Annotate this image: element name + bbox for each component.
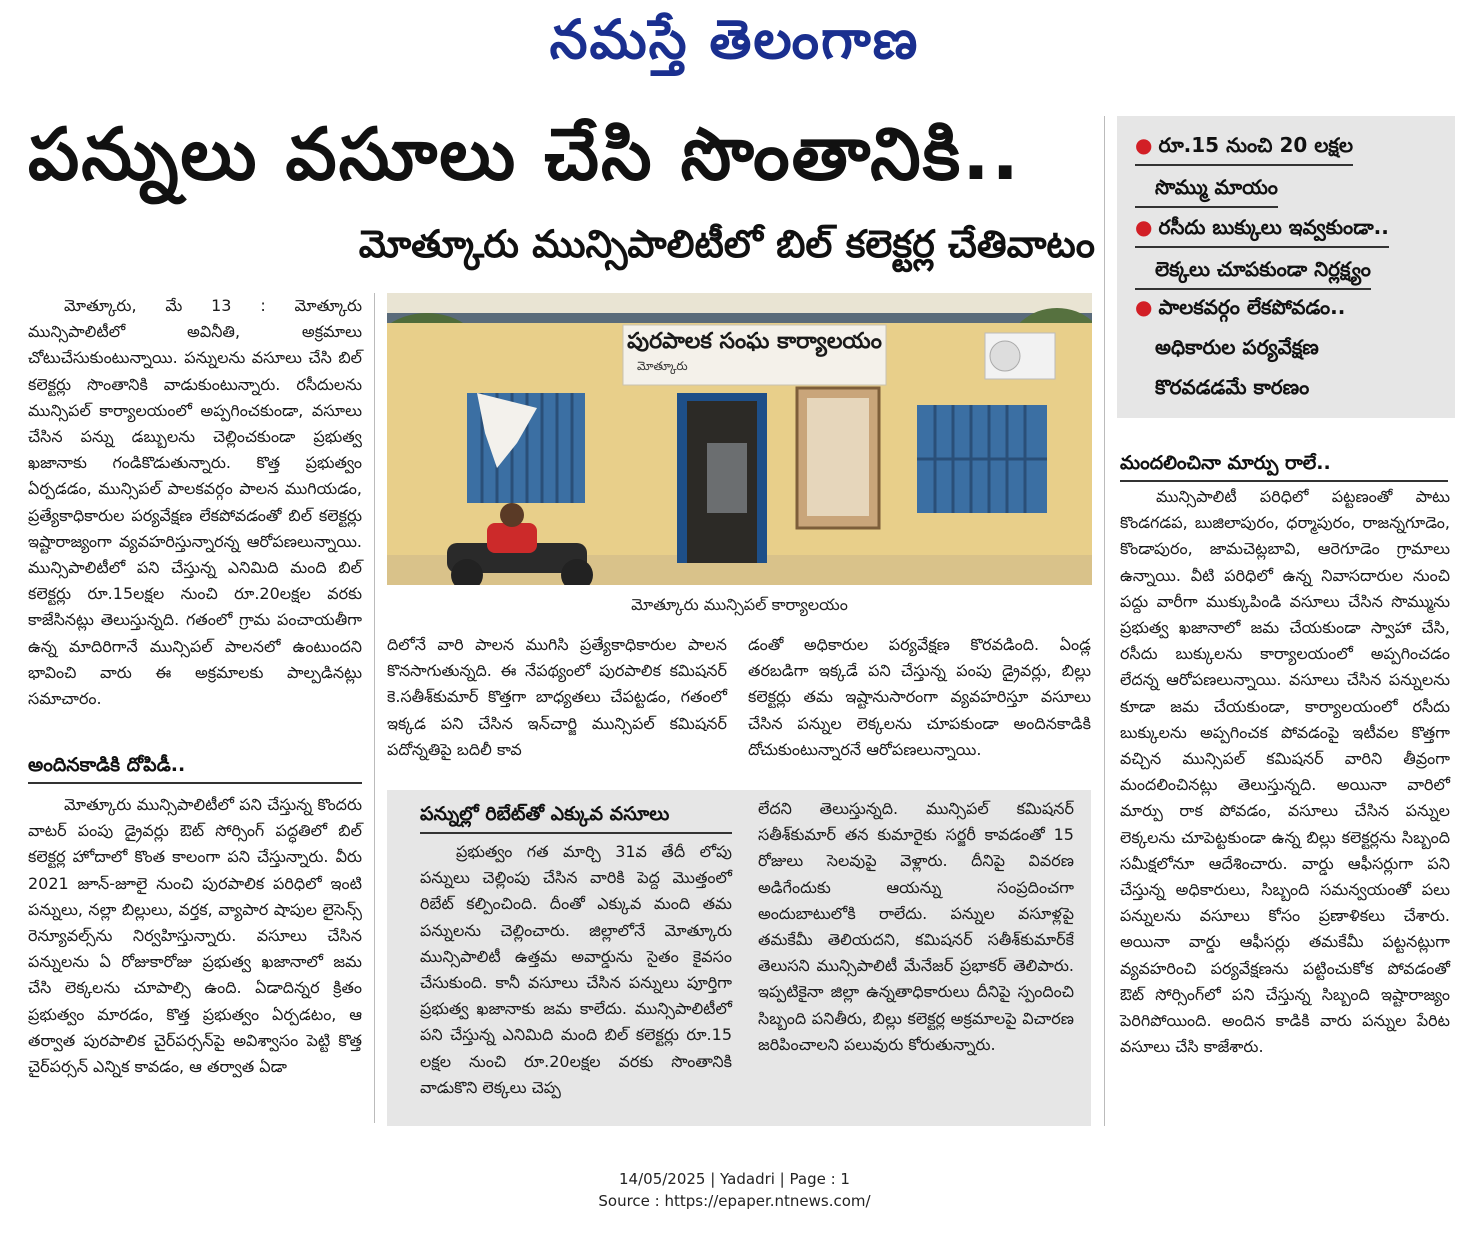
bullet-icon: ●	[1135, 133, 1153, 157]
column-rule	[1104, 116, 1105, 1126]
office-photo	[387, 293, 1092, 585]
col4-subheading: మందలించినా మార్పు రాలే..	[1120, 452, 1331, 474]
highlight-item: ● పాలకవర్గం లేకపోవడం.. అధికారుల పర్యవేక్షణ కొరవడడమే కారణం	[1135, 295, 1346, 399]
highlight-item: ● రసీదు బుక్కులు ఇవ్వకుండా.. లెక్కలు చూపకుండా నిర్లక్ష్యం	[1135, 208, 1389, 292]
article-col2-top: దిలోనే వారి పాలన ముగిసి ప్రత్యేకాధికారుల పాలన కొనసాగుతున్నది. ఈ నేపథ్యంలో పురపాలిక కమిషనర్‌ కె.సతీశ్‌కుమార్‌ కొత్తగా బాధ్యతలు చేపట్టడం, గతంలో ఇక్కడ పని చేసిన ఇన్‌చార్జి మున్సిపల్‌ కమిషనర్‌ పదోన్నతిపై బదిలీ కావ	[387, 635, 727, 759]
article-col3-top: డంతో అధికారుల పర్యవేక్షణ కొరవడింది. ఏండ్ల తరబడిగా ఇక్కడే పని చేస్తున్న పంపు డ్రైవర్లు, బిల్లు కలెక్టర్లు తమ ఇష్టానుసారంగా వ్యవహరిస్తూ వసూలు చేసిన పన్నుల లెక్కలను చూపకుండా అందినకాడికి దోచుకుంటున్నారనే ఆరోపణలున్నాయి.	[748, 635, 1091, 759]
headline: పన్నులు వసూలు చేసి సొంతానికి..	[28, 112, 1021, 196]
footer-source: Source : https://epaper.ntnews.com/	[598, 1192, 871, 1210]
subheadline: మోత్కూరు మున్సిపాలిటీలో బిల్‌ కలెక్టర్ల చేతివాటం	[358, 222, 1095, 266]
divider	[28, 782, 362, 784]
box-subheading: పన్నుల్లో రిబేట్‌తో ఎక్కువ వసూలు	[420, 803, 670, 825]
divider	[1120, 480, 1448, 482]
highlight-item: ● రూ.15 నుంచి 20 లక్షల సొమ్ము మాయం	[1135, 126, 1353, 210]
article-col1-body: మోత్కూరు మున్సిపాలిటీలో పని చేస్తున్న కొందరు వాటర్‌ పంపు డ్రైవర్లు ఔట్‌ సోర్సింగ్‌ పద్ధతిలో బిల్‌ కలెక్టర్ల హోదాలో కొంత కాలంగా పని చేస్తున్నారు. వీరు 2021 జూన్‌-జూలై నుంచి పురపాలిక పరిధిలో ఇంటి పన్నులు, నల్లా బిల్లులు, వర్తక, వ్యాపార షాపుల లైసెన్స్‌ రెన్యూవల్స్‌ను నిర్వహిస్తున్నారు. వసూలు చేసిన పన్నులను ఏ రోజుకారోజు ప్రభుత్వ ఖజానాలో జమ చేసి లెక్కలను చూపాల్సి ఉంది. ఏడాదిన్నర క్రితం ప్రభుత్వం మారడం, కొత్త ప్రభుత్వం ఏర్పడటం, ఆ తర్వాత పురపాలిక చైర్‌పర్సన్‌పై అవిశ్వాసం పెట్టి కొత్త చైర్‌పర్సన్‌ ఎన్నిక కావడం, ఆ తర్వాత ఏడా	[28, 795, 362, 1077]
signboard-text: పురపాలక సంఘ కార్యాలయం	[627, 329, 882, 354]
divider	[420, 832, 732, 834]
col1-subheading: అందినకాడికి దోపిడీ..	[28, 754, 186, 776]
box-col1: ప్రభుత్వం గత మార్చి 31వ తేదీ లోపు పన్నులు చెల్లింపు చేసిన వారికి పెద్ద మొత్తంలో రిబేట్‌ కల్పించింది. దీంతో ఎక్కువ మంది తమ పన్నులను చెల్లించారు. జిల్లాలోనే మోత్కూరు మున్సిపాలిటీ ఉత్తమ అవార్డును సైతం కైవసం చేసుకుంది. కానీ వసూలు చేసిన పన్నులు పూర్తిగా ప్రభుత్వ ఖజానాకు జమ కాలేదు. మున్సిపాలిటీలో పని చేస్తున్న ఎనిమిది మంది బిల్‌ కలెక్టర్లు రూ.15 లక్షల నుంచి రూ.20లక్షల వరకు సొంతానికి వాడుకొని లెక్కలు చెప్ప	[420, 842, 732, 1097]
footer-date-edition: 14/05/2025 | Yadadri | Page : 1	[619, 1170, 850, 1188]
column-rule	[374, 293, 375, 1123]
signboard-subtext: మోత్కూరు	[637, 359, 688, 373]
box-col2: లేదని తెలుస్తున్నది. మున్సిపల్‌ కమిషనర్‌ సతీశ్‌కుమార్‌ తన కుమారైకు సర్జరీ కావడంతో 15 రోజులు సెలవుపై వెళ్లారు. దీనిపై వివరణ అడిగేందుకు ఆయన్ను సంప్రదించగా అందుబాటులోకి రాలేదు. పన్నుల వసూళ్లపై తమకేమీ తెలియదని, కమిషనర్‌ సతీశ్‌కుమార్‌కే తెలుసని మున్సిపాలిటీ మేనేజర్‌ ప్రభాకర్‌ తెలిపారు. ఇప్పటికైనా జిల్లా ఉన్నతాధికారులు దీనిపై స్పందించి సిబ్బంది పనితీరు, బిల్లు కలెక్టర్ల అక్రమాలపై విచారణ జరిపించాలని పలువురు కోరుతున్నారు.	[758, 799, 1074, 1054]
highlights-box	[1117, 116, 1455, 418]
article-col1-intro: మోత్కూరు, మే 13 : మోత్కూరు మున్సిపాలిటీలో అవినీతి, అక్రమాలు చోటుచేసుకుంటున్నాయి. పన్నులను వసూలు చేసి బిల్‌ కలెక్టర్లు సొంతానికి వాడుకుంటున్నారు. రసీదులను మున్సిపల్‌ కార్యాలయంలో అప్పగించకుండా, వసూలు చేసిన పన్ను డబ్బులను చెల్లించకుండా ప్రభుత్వ ఖజానాకు గండికొడుతున్నారు. కొత్త ప్రభుత్వం ఏర్పడడం, మున్సిపల్‌ పాలకవర్గం పాలన ముగియడం, ప్రత్యేకాధికారుల పర్యవేక్షణ లేకపోవడంతో బిల్‌ కలెక్టర్లు ఇష్టారాజ్యంగా వ్యవహరిస్తున్నారన్న ఆరోపణలున్నాయి. మున్సిపాలిటీలో పని చేస్తున్న ఎనిమిది మంది బిల్‌ కలెక్టర్లు రూ.15లక్షల నుంచి రూ.20లక్షల వరకు కాజేసినట్లు తెలుస్తున్నది. గతంలో గ్రామ పంచాయతీగా ఉన్న మాదిరిగానే మున్సిపల్‌ పాలనలో ఉంటుందని భావించి వారు ఈ అక్రమాలకు పాల్పడినట్లు సమాచారం.	[28, 296, 362, 709]
bullet-icon: ●	[1135, 215, 1153, 239]
article-col4-body: మున్సిపాలిటీ పరిధిలో పట్టణంతో పాటు కొండగడప, బుజిలాపురం, ధర్మాపురం, రాజన్నగూడెం, కొండాపురం, జామచెట్లబావి, ఆరెగూడెం గ్రామాలు ఉన్నాయి. వీటి పరిధిలో ఉన్న నివాసదారుల నుంచి పద్దు వారీగా ముక్కుపిండి వసూలు చేసిన సొమ్మును ప్రభుత్వ ఖజానాలో జమ చేయకుండా స్వాహా చేసి, రసీదు బుక్కులను కార్యాలయంలో అప్పగించడం లేదన్న ఆరోపణలున్నాయి. వసూలు చేసిన పన్నులను కూడా జమ చేయకుండా, కార్యాలయంలో రసీదు బుక్కులను అప్పగించక పోవడంపై ఇటీవల కొత్తగా వచ్చిన మున్సిపల్‌ కమిషనర్‌ వారిని తీవ్రంగా మందలించినట్లు తెలుస్తున్నది. అయినా వారిలో మార్పు రాక పోవడం, వసూలు చేసిన పన్నుల లెక్కలను చూపెట్టకుండా ఉన్న బిల్లు కలెక్టర్లను సిబ్బంది సమీక్షలోనూ ఆదేశించారు. వార్డు ఆఫీసర్లుగా పని చేస్తున్న అధికారులు, సిబ్బంది సమన్వయంతో పలు పన్నులను వసూలు కోసం ప్రణాళికలు చేశారు. అయినా వార్డు ఆఫీసర్లు తమకేమీ పట్టనట్లుగా వ్యవహరించి పర్యవేక్షణను పట్టించుకోక పోవడంతో ఔట్‌ సోర్సింగ్‌లో పని చేస్తున్న సిబ్బంది ఇష్టారాజ్యం పెరిగిపోయింది. అందిన కాడికి వారు పన్నుల పేరిట వసూలు చేసి కాజేశారు.	[1120, 487, 1450, 1057]
masthead-logo: నమస్తే తెలంగాణ	[549, 8, 920, 71]
photo-caption: మోత్కూరు మున్సిపల్‌ కార్యాలయం	[631, 595, 848, 614]
bullet-icon: ●	[1135, 295, 1153, 319]
